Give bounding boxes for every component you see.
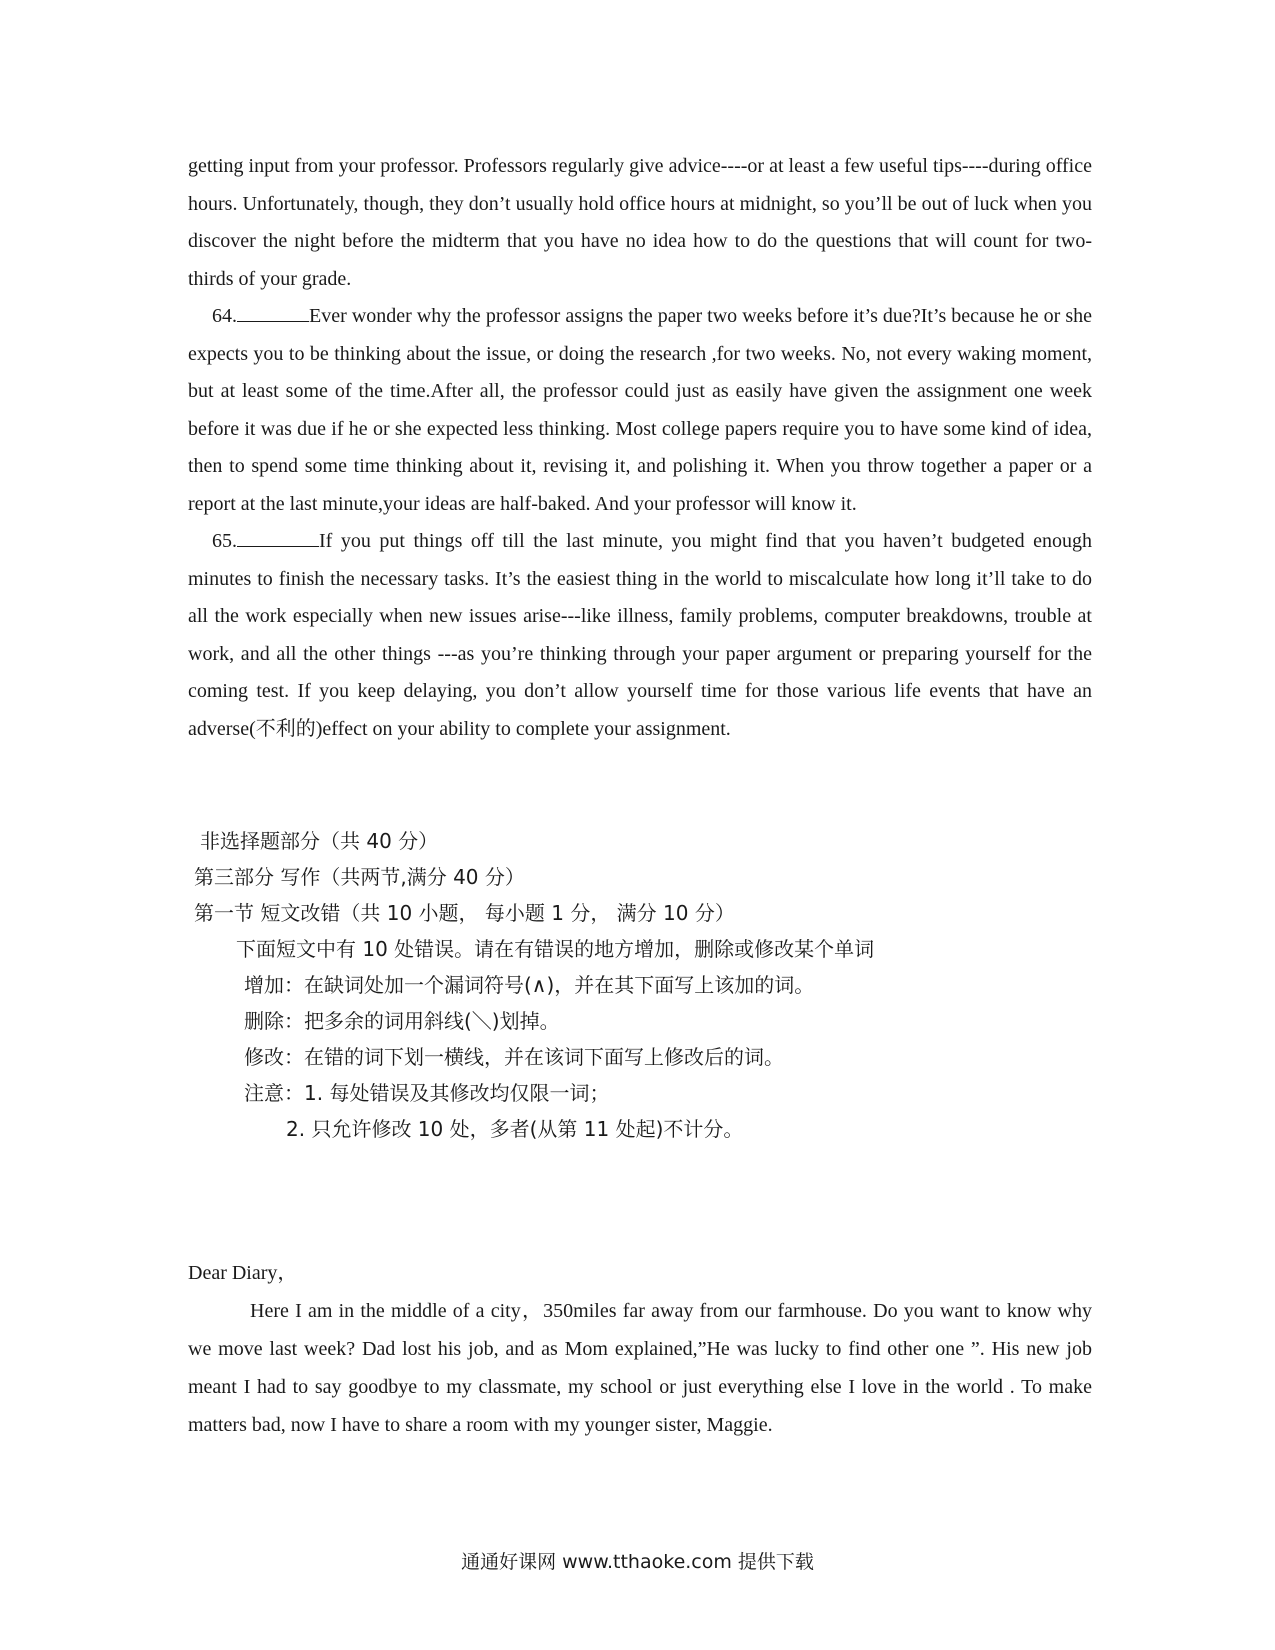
- section-title: 非选择题部分（共 40 分）: [200, 829, 439, 853]
- instruction-note-1: 注意：1. 每处错误及其修改均仅限一词；: [244, 1081, 610, 1105]
- question-64-paragraph: [188, 298, 1092, 523]
- question-64-text: Ever wonder why the professor assigns the paper two weeks before it’s due?It’s because he or she expects you to be thinking about the issue, or doing the research ,for two weeks. No, not every waking moment, but at least some of the time.After all, the professor could just as easily have given the assignment one week before it was due if he or she expected less thinking. Most college papers require you to have some kind of idea, then to spend some time thinking about it, revising it, and polishing it. When you throw together a paper or a report at the last minute,your ideas are half-baked. And your professor will know it.: [188, 305, 1092, 515]
- passage-paragraph-1: getting input from your professor. Professors regularly give advice----or at least a few useful tips----during office hours. Unfortunately, though, they don’t usually hold office hours at midnight, so you’ll be out of luck when you discover the night before the midterm that you have no idea how to do the questions that will count for two-thirds of your grade.: [188, 155, 1092, 290]
- question-65-paragraph: [188, 523, 1092, 748]
- reading-passage: [188, 148, 1092, 748]
- question-65-number: 65.: [212, 530, 237, 552]
- question-64-blank: [237, 301, 309, 322]
- question-65-text: If you put things off till the last minute, you might find that you haven’t budgeted enough minutes to finish the necessary tasks. It’s the easiest thing in the world to miscalculate how long it’ll take to do all the work especially when new issues arise---like illness, family problems, computer breakdowns, trouble at work, and all the other things ---as you’re thinking through your paper argument or preparing yourself for the coming test. If you keep delaying, you don’t allow yourself time for those various life events that have an adverse(不利的)effect on your ability to complete your assignment.: [188, 530, 1092, 740]
- part-title: 第三部分 写作（共两节,满分 40 分）: [194, 865, 525, 889]
- footer-watermark: 通通好课网 www.tthaoke.com 提供下载: [461, 1551, 814, 1573]
- question-65-blank: [237, 526, 319, 547]
- diary-salutation: Dear Diary，: [188, 1262, 298, 1284]
- diary-passage: [188, 1254, 1092, 1444]
- instruction-modify: 修改：在错的词下划一横线，并在该词下面写上修改后的词。: [244, 1045, 784, 1069]
- subsection-title: 第一节 短文改错（共 10 小题， 每小题 1 分， 满分 10 分）: [194, 901, 735, 925]
- instruction-note-2: 2. 只允许修改 10 处，多者(从第 11 处起)不计分。: [286, 1117, 744, 1141]
- diary-body: Here I am in the middle of a city，350miles far away from our farmhouse. Do you want to know why we move last week? Dad lost his job, and as Mom explained,”He was lucky to find other one ”. His new job meant I had to say goodbye to my classmate, my school or just everything else I love in the world . To make matters bad, now I have to share a room with my younger sister, Maggie.: [188, 1300, 1092, 1436]
- instruction-add: 增加：在缺词处加一个漏词符号(∧)，并在其下面写上该加的词。: [244, 973, 815, 997]
- instructions-intro: 下面短文中有 10 处错误。请在有错误的地方增加，删除或修改某个单词: [236, 937, 875, 961]
- question-64-number: 64.: [212, 305, 237, 327]
- instruction-delete: 删除：把多余的词用斜线(＼)划掉。: [244, 1009, 560, 1033]
